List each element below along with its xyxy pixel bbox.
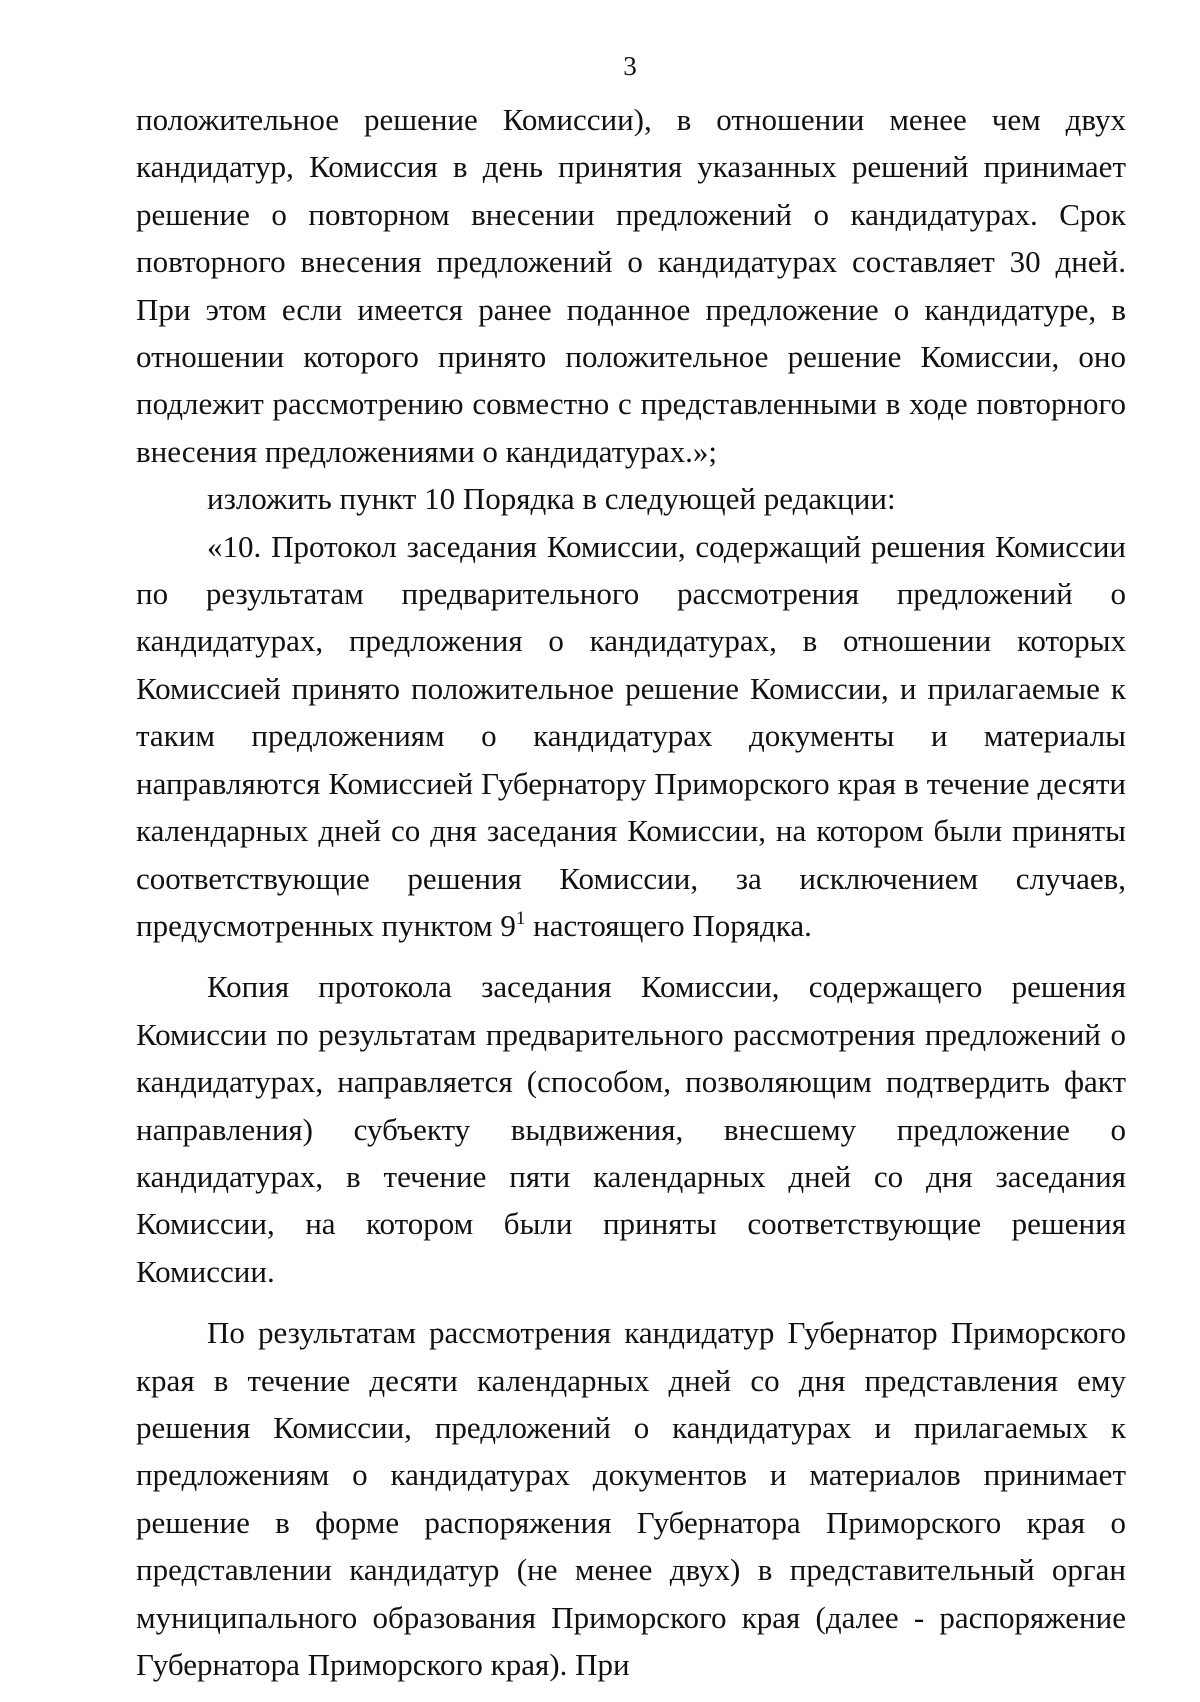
- page-number: 3: [623, 51, 637, 81]
- paragraph-protocol-copy: Копия протокола заседания Комиссии, содержащего решения Комиссии по результатам предварительного рассмотрения предложений о кандидатурах, направляется (способом, позволяющим подтвердить факт направления) субъекту выдвижения, внесшему предложение о кандидатурах, в течение пяти календарных дней со дня заседания Комиссии, на котором были приняты соответствующие решения Комиссии.: [136, 969, 1126, 1289]
- paragraph-item-10: [136, 523, 1126, 950]
- paragraph-governor-decision: По результатам рассмотрения кандидатур Губернатор Приморского края в течение десяти календарных дней со дня представления ему решения Комиссии, предложений о кандидатурах и прилагаемых к предложениям о кандидатурах документов и материалов принимает решение в форме распоряжения Губернатора Приморского края о представлении кандидатур (не менее двух) в представительный орган муниципального образования Приморского края (далее - распоряжение Губернатора Приморского края). При: [136, 1315, 1126, 1682]
- paragraph-continuation: положительное решение Комиссии), в отношении менее чем двух кандидатур, Комиссия в день принятия указанных решений принимает решение о повторном внесении предложений о кандидатурах. Срок повторного внесения предложений о кандидатурах составляет 30 дней. При этом если имеется ранее поданное предложение о кандидатуре, в отношении которого принято положительное решение Комиссии, оно подлежит рассмотрению совместно с представленными в ходе повторного внесения предложениями о кандидатурах.»;: [136, 102, 1126, 469]
- paragraph-item-10-text: «10. Протокол заседания Комиссии, содержащий решения Комиссии по результатам предварительного рассмотрения предложений о кандидатурах, предложения о кандидатурах, в отношении которых Комиссией принято положительное решение Комиссии, и прилагаемые к таким предложениям о кандидатурах документы и материалы направляются Комиссией Губернатору Приморского края в течение десяти календарных дней со дня заседания Комиссии, на котором были приняты соответствующие решения Комиссии, за исключением случаев, предусмотренных пунктом 9: [136, 528, 1126, 943]
- superscript-reference: 1: [515, 907, 526, 929]
- document-body: [136, 96, 1126, 1688]
- paragraph-item-10-tail: настоящего Порядка.: [525, 907, 812, 943]
- paragraph-amendment-instruction: изложить пункт 10 Порядка в следующей редакции:: [207, 481, 896, 517]
